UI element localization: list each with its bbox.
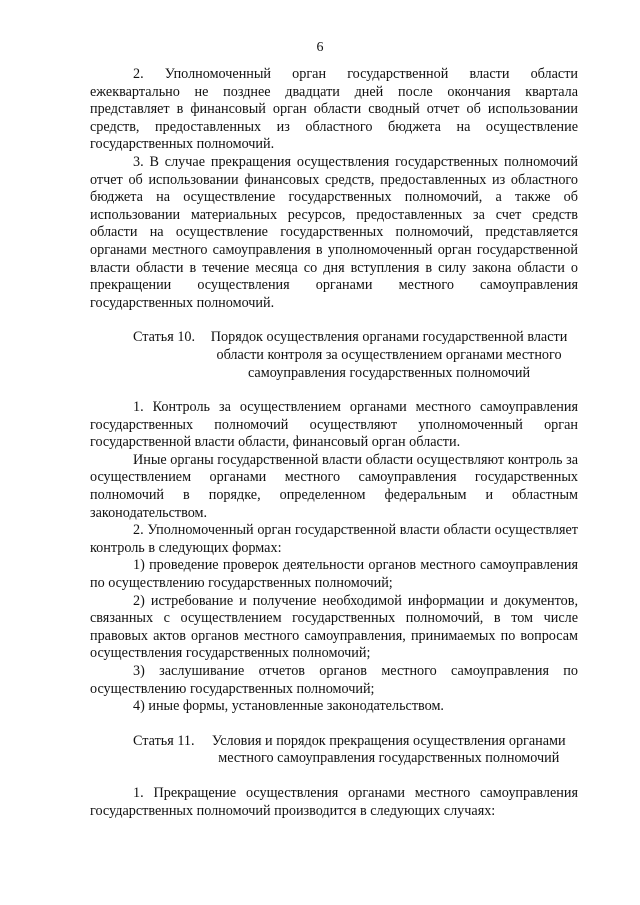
list-item-4: 4) иные формы, установленные законодательством. <box>133 698 444 715</box>
list-item-2: 2) истребование и получение необходимой информации и документов, связанных с осуществлением государственных полномочий, в том числе правовых актов органов местного самоуправления, принимаемых по вопросам осуществления государственных полномочий; <box>90 592 578 662</box>
article-11-title: Условия и порядок прекращения осуществления органами местного самоуправления государственных полномочий <box>211 732 566 767</box>
article-10-paragraph-2: 2. Уполномоченный орган государственной власти области осуществляет контроль в следующих формах: <box>90 522 578 556</box>
article-10-title: Порядок осуществления органами государственной власти области контроля за осуществлением органами местного самоуправления государственных полномочий <box>210 329 568 381</box>
paragraph-2-report-quarterly: 2. Уполномоченный орган государственной власти области ежеквартально не позднее двадцати дней после окончания квартала представляет в финансовый орган области сводный отчет об использовании средств, предоставленных из областного бюджета на осуществление государственных полномочий. <box>90 66 578 153</box>
page-number: 6 <box>316 40 324 55</box>
article-10-paragraph-1: 1. Контроль за осуществлением органами местного самоуправления государственных полномочий осуществляют уполномоченный орган государственной власти области, финансовый орган области. <box>90 399 578 451</box>
spacer <box>90 716 578 733</box>
list-item-3: 3) заслушивание отчетов органов местного самоуправления по осуществлению государственных полномочий; <box>90 663 578 697</box>
article-10-heading <box>90 329 578 382</box>
article-10-label: Статья 10. <box>133 329 196 346</box>
spacer <box>90 382 578 399</box>
paragraph-3-report-termination: 3. В случае прекращения осуществления государственных полномочий отчет об использовании финансовых средств, предоставленных из областного бюджета на осуществление государственных полномочий, а также об использовании материальных ресурсов, предоставленных за счет средств области на осуществление государственных полномочий, представляется органами местного самоуправления в уполномоченный орган государственной власти области в течение месяца со дня вступления в силу закона области о прекращении осуществления органами местного самоуправления государственных полномочий. <box>90 153 578 311</box>
spacer <box>90 768 578 785</box>
article-11-label: Статья 11. <box>133 732 195 749</box>
article-10-paragraph-other-bodies: Иные органы государственной власти области осуществляют контроль за осуществлением органами местного самоуправления государственных полномочий в порядке, определенном федеральным и областным законодательством. <box>90 451 578 521</box>
spacer <box>90 312 578 329</box>
list-item-1: 1) проведение проверок деятельности органов местного самоуправления по осуществлению государственных полномочий; <box>90 557 578 592</box>
article-11-paragraph-1: 1. Прекращение осуществления органами местного самоуправления государственных полномочий производится в следующих случаях: <box>90 784 578 819</box>
document-body <box>90 66 578 820</box>
article-11-heading <box>90 733 578 768</box>
